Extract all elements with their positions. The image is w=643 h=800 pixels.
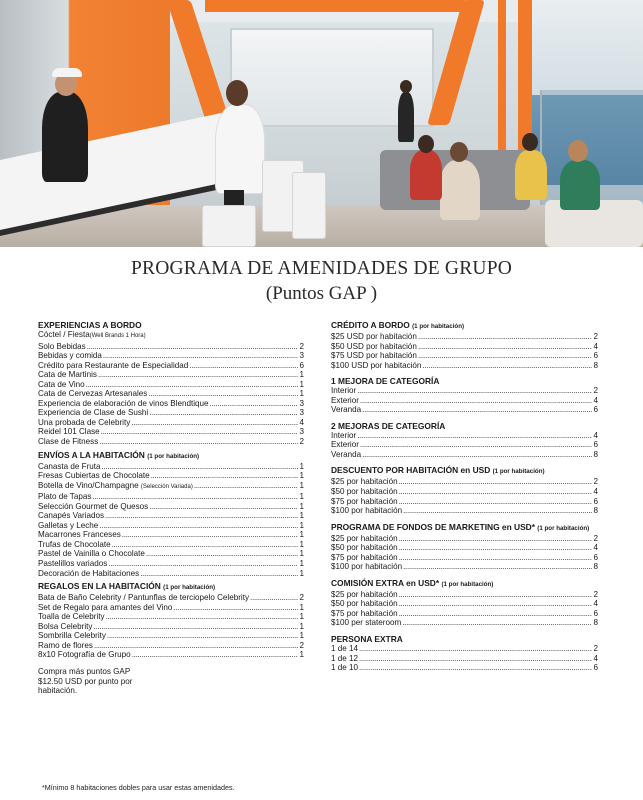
list-item: $75 por habitación ..... 6 bbox=[331, 553, 598, 563]
list-item: $50 USD por habitación ..... 4 bbox=[331, 342, 598, 352]
woman-head bbox=[226, 80, 248, 106]
list-item: Canasta de Fruta ..... 1 bbox=[38, 462, 304, 472]
list-item: $75 por habitación ..... 6 bbox=[331, 497, 598, 507]
list-item: Selección Gourmet de Quesos ..... 1 bbox=[38, 502, 304, 512]
list-item: 1 de 10 ..... 6 bbox=[331, 663, 598, 673]
list-item: Veranda ..... 8 bbox=[331, 450, 598, 460]
section-heading: PROGRAMA DE FONDOS DE MARKETING en USD* (1 por habitación) bbox=[331, 521, 590, 532]
guest-head bbox=[418, 135, 434, 153]
list-item: Bebidas y comida ..... 3 bbox=[38, 351, 304, 361]
guest-head bbox=[400, 80, 412, 93]
section-heading: PERSONA EXTRA bbox=[331, 634, 403, 645]
list-item: Toalla de Celebrity ..... 1 bbox=[38, 612, 304, 622]
section-1-mejora bbox=[331, 376, 598, 415]
list-item: Clase de Fitness ..... 2 bbox=[38, 437, 304, 447]
list-item: $50 por habitación ..... 4 bbox=[331, 599, 598, 609]
section-heading: ENVÍOS A LA HABITACIÓN (1 por habitación) bbox=[38, 449, 200, 460]
hero-photo bbox=[0, 0, 643, 247]
buy-points-note: Compra más puntos GAP $12.50 USD por punto por habitación. bbox=[38, 666, 133, 696]
section-marketing bbox=[331, 522, 598, 572]
list-item: Cóctel / Fiesta(Well Brands 1 Hora) bbox=[38, 330, 146, 339]
section-envios bbox=[38, 450, 304, 579]
section-comision bbox=[331, 578, 598, 628]
bar-chair bbox=[202, 205, 256, 247]
list-item: Pastelillos variados ..... 1 bbox=[38, 559, 304, 569]
section-persona-extra bbox=[331, 634, 598, 673]
list-item: $100 por habitación ..... 8 bbox=[331, 562, 598, 572]
list-item: Bolsa Celebrity ..... 1 bbox=[38, 622, 304, 632]
section-credito bbox=[331, 320, 598, 370]
list-item: Cata de Vino ..... 1 bbox=[38, 380, 304, 390]
seated-guest bbox=[440, 160, 480, 220]
list-item: $100 per stateroom ..... 8 bbox=[331, 618, 598, 628]
list-item: 8x10 Fotografía de Grupo ..... 1 bbox=[38, 650, 304, 660]
list-item: Exterior ..... 4 bbox=[331, 396, 598, 406]
list-item: Trufas de Chocolate ..... 1 bbox=[38, 540, 304, 550]
list-item: 1 de 14 ..... 2 bbox=[331, 644, 598, 654]
list-item: Exterior ..... 6 bbox=[331, 440, 598, 450]
list-item: 1 de 12 ..... 4 bbox=[331, 654, 598, 664]
seated-guest-green bbox=[560, 160, 600, 210]
footnote: *Mínimo 8 habitaciones dobles para usar estas amenidades. bbox=[42, 783, 235, 792]
section-heading: DESCUENTO POR HABITACIÓN en USD (1 por habitación) bbox=[331, 465, 545, 476]
list-item: $25 USD por habitación ..... 2 bbox=[331, 332, 598, 342]
list-item: Fresas Cubiertas de Chocolate ..... 1 bbox=[38, 471, 304, 481]
list-item: Pastel de Vainilla o Chocolate ..... 1 bbox=[38, 549, 304, 559]
seated-guest-red bbox=[410, 150, 442, 200]
section-2-mejoras bbox=[331, 421, 598, 460]
list-item: Experiencia de Clase de Sushi ..... 3 bbox=[38, 408, 304, 418]
section-experiencias bbox=[38, 320, 304, 447]
guest-head bbox=[568, 140, 588, 162]
woman-white-jacket bbox=[215, 104, 265, 194]
list-item: Set de Regalo para amantes del Vino ..... 1 bbox=[38, 603, 304, 613]
list-item: $100 USD por habitación ..... 8 bbox=[331, 361, 598, 371]
list-item: Sombrilla Celebrity ..... 1 bbox=[38, 631, 304, 641]
standing-guest bbox=[398, 92, 414, 142]
orange-arch-top bbox=[205, 0, 465, 12]
list-item: $100 por habitación ..... 8 bbox=[331, 506, 598, 516]
list-item: Botella de Vino/Champagne (Selección Variada) ..... 1 bbox=[38, 481, 304, 493]
list-item: Plato de Tapas ..... 1 bbox=[38, 492, 304, 502]
list-item: Cata de Martinis ..... 1 bbox=[38, 370, 304, 380]
list-item: $25 por habitación ..... 2 bbox=[331, 477, 598, 487]
list-item: Reidel 101 Clase ..... 3 bbox=[38, 427, 304, 437]
guest-head bbox=[450, 142, 468, 162]
list-item: Cata de Cervezas Artesanales ..... 1 bbox=[38, 389, 304, 399]
list-item: Solo Bebidas ..... 2 bbox=[38, 342, 304, 352]
section-heading: 1 MEJORA DE CATEGORÍA bbox=[331, 376, 440, 387]
list-item: $25 por habitación ..... 2 bbox=[331, 590, 598, 600]
list-item: Veranda ..... 6 bbox=[331, 405, 598, 415]
list-item: Bata de Baño Celebrity / Pantunflas de terciopelo Celebrity ..... 2 bbox=[38, 593, 304, 603]
list-item: $50 por habitación ..... 4 bbox=[331, 487, 598, 497]
section-descuento bbox=[331, 465, 598, 515]
list-item: Interior ..... 4 bbox=[331, 431, 598, 441]
list-item: Decoración de Habitaciones ..... 1 bbox=[38, 569, 304, 579]
list-item: Macarrones Franceses ..... 1 bbox=[38, 530, 304, 540]
page-title: PROGRAMA DE AMENIDADES DE GRUPO bbox=[130, 258, 513, 279]
list-item: Interior ..... 2 bbox=[331, 386, 598, 396]
section-heading: COMISIÓN EXTRA en USD* (1 por habitación) bbox=[331, 577, 494, 588]
bartender bbox=[42, 92, 88, 182]
list-item: Una probada de Celebrity ..... 4 bbox=[38, 418, 304, 428]
list-item: Ramo de flores ..... 2 bbox=[38, 641, 304, 651]
list-item: Galletas y Leche ..... 1 bbox=[38, 521, 304, 531]
list-item: $50 por habitación ..... 4 bbox=[331, 543, 598, 553]
section-heading: EXPERIENCIAS A BORDO bbox=[38, 320, 142, 330]
section-heading: CRÉDITO A BORDO (1 por habitación) bbox=[331, 320, 465, 330]
left-column bbox=[38, 320, 304, 696]
page-subtitle: (Puntos GAP ) bbox=[265, 283, 378, 304]
guest-head bbox=[522, 133, 538, 151]
section-heading: REGALOS EN LA HABITACIÓN (1 por habitación) bbox=[38, 581, 216, 592]
bar-chair bbox=[292, 172, 326, 239]
section-regalos bbox=[38, 581, 304, 660]
list-item: $75 por habitación ..... 6 bbox=[331, 609, 598, 619]
list-item: Experiencia de elaboración de vinos Blendtique ..... 3 bbox=[38, 399, 304, 409]
list-item: Crédito para Restaurante de Especialidad ..... 6 bbox=[38, 361, 304, 371]
white-cap bbox=[52, 68, 82, 77]
list-item: $75 USD por habitación ..... 6 bbox=[331, 351, 598, 361]
list-item: Canapés Variados ..... 1 bbox=[38, 511, 304, 521]
seated-guest-yellow bbox=[515, 150, 547, 200]
right-column bbox=[331, 320, 598, 673]
section-heading: 2 MEJORAS DE CATEGORÍA bbox=[331, 420, 446, 431]
list-item: $25 por habitación ..... 2 bbox=[331, 534, 598, 544]
